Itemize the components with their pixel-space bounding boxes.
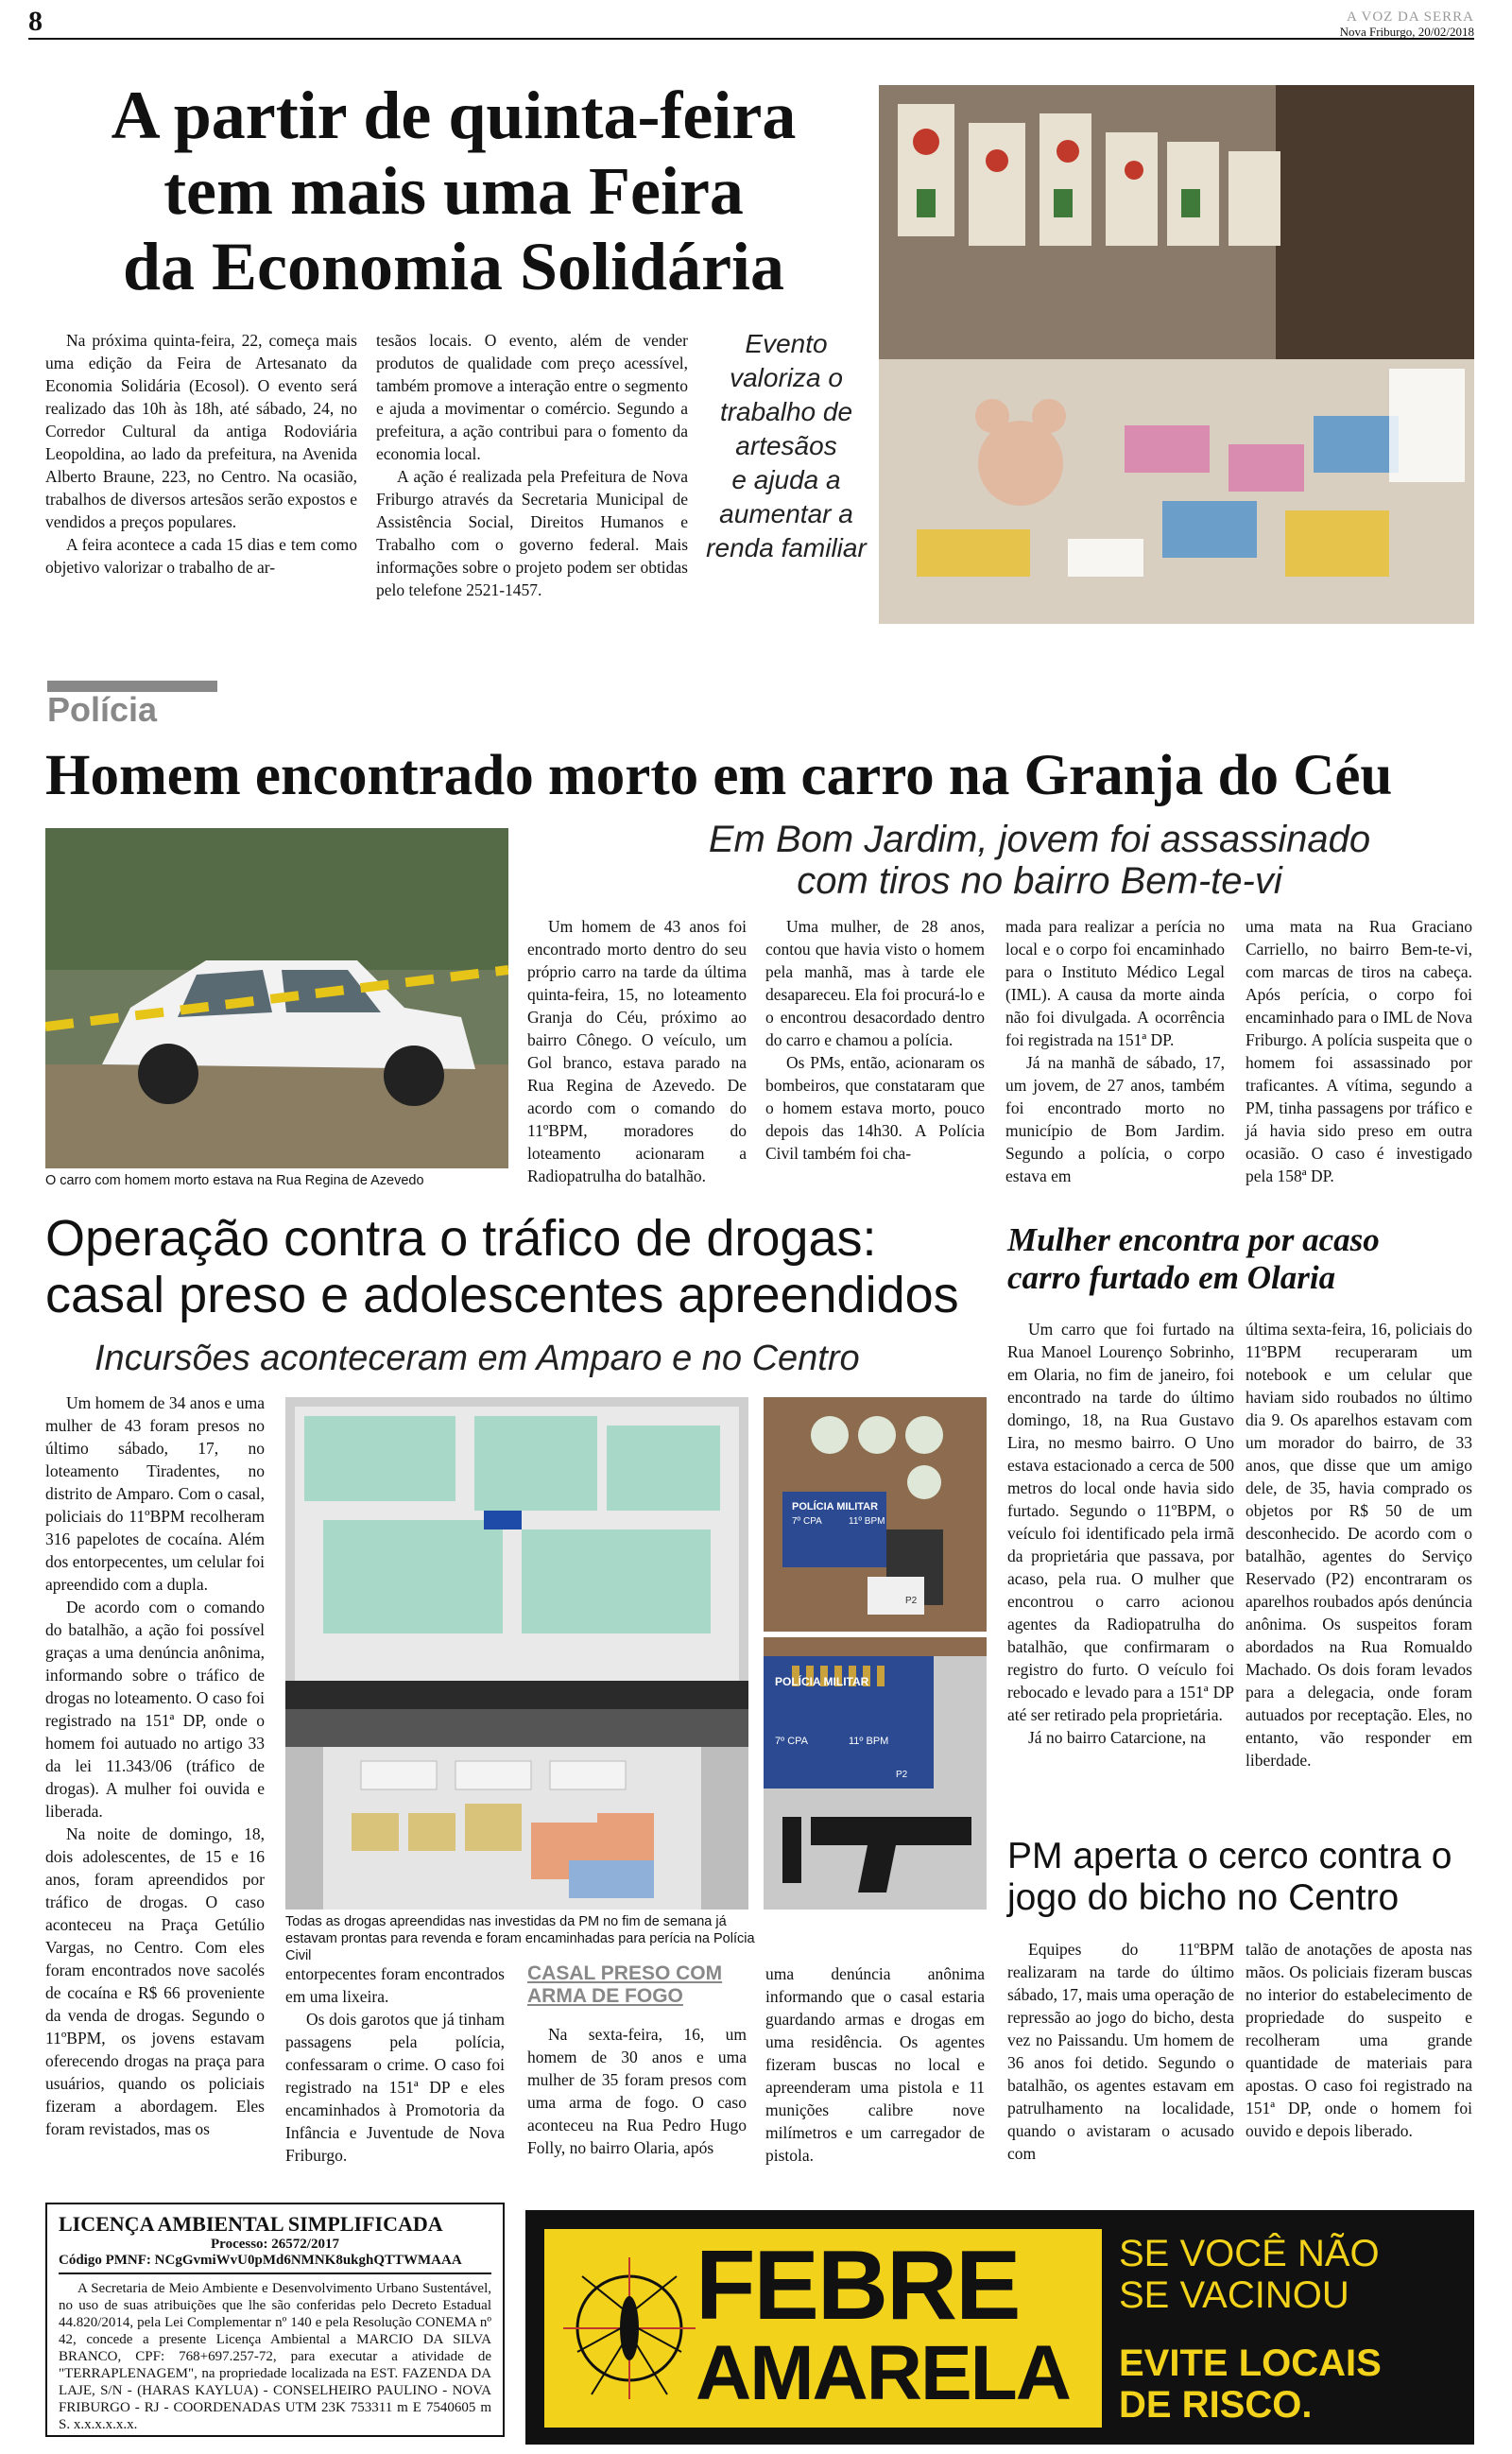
- page-number: 8: [28, 6, 43, 37]
- license-box: [45, 2203, 505, 2437]
- febre-amarela-ad: [525, 2210, 1474, 2445]
- license-code: Código PMNF: NCgGvmiWvU0pMd6NMNK8ukghQTTWMAAA: [59, 2253, 462, 2268]
- license-body: A Secretaria de Meio Ambiente e Desenvolvimento Urbano Sustentável, no uso de suas atribuições que lhe são conferidas pelo Decreto Estadual 44.820/2014, pela Lei Complementar nº 140 e pela Resolução CONEMA nº 42, concede a presente Licença Ambiental a MARCIO DA SILVA BRANCO, CPF: 768+697.257-72, para executar a atividade de "TERRAPLENAGEM", na propriedade localizada na EST. FAZENDA DA LAJE, S/N - (HARAS KAYLUA) - CONSELHEIRO PAULINO - NOVA FRIBURGO - RJ - COORDENADAS UTM 23K 753311 m E 7540605 m S. x.x.x.x.x.x.: [59, 2281, 491, 2432]
- ad-vaccine-text: SE VOCÊ NÃO SE VACINOU: [1119, 2233, 1380, 2316]
- money-photo: [285, 1709, 748, 1910]
- morto-column-1: Um homem de 43 anos foi encontrado morto dentro do seu próprio carro na tarde da última quinta-feira, 15, no loteamento Granja do Céu, próximo ao bairro Cônego. O veículo, um Gol branco, estava parado na Rua Regina de Azevedo. De acordo com o comando do 11ºBPM, moradores do loteamento acionaram a Radiopatrulha do batalhão.: [527, 917, 747, 1185]
- badge-label-1: POLÍCIA MILITAR: [792, 1501, 879, 1512]
- trafico-headline: Operação contra o tráfico de drogas: casal preso e adolescentes apreendidos: [45, 1210, 959, 1323]
- ad-title-amarela: AMARELA: [696, 2330, 1070, 2416]
- gun-photo: [764, 1637, 987, 1910]
- gun-badge-label-3: 11º BPM: [849, 1736, 889, 1747]
- drugs-photo-1: [285, 1397, 748, 1709]
- trafico-subhead: Incursões aconteceram em Amparo e no Centro: [94, 1339, 860, 1378]
- morto-column-3: mada para realizar a perícia no local e o corpo foi encaminhado para o Instituto Médico Legal (IML). A causa da morte ainda não foi divulgada. A ocorrência foi registrada na 151ª DP. Já na manhã de sábado, 17, um jovem, de 27 anos, também foi encontrado morto no município de Bom Jardim. Segundo a polícia, o corpo estava em: [1005, 917, 1225, 1185]
- ad-title-febre: FEBRE: [696, 2231, 1020, 2341]
- feira-headline: A partir de quinta-feira tem mais uma Feira da Economia Solidária: [111, 78, 797, 304]
- trafico-column-2: entorpecentes foram encontrados em uma lixeira. Os dois garotos que já tinham passagens pela polícia, confessaram o crime. O caso foi registrado na 151ª DP e eles encaminhados à Promotoria da Infância e Juventude de Nova Friburgo.: [285, 1964, 505, 2165]
- crafts-photo-illustration: [879, 85, 1474, 624]
- bicho-headline: PM aperta o cerco contra o jogo do bicho no Centro: [1007, 1836, 1452, 1918]
- olaria-column-2: última sexta-feira, 16, policiais do 11ºBPM recuperaram um notebook e um celular que haviam sido roubados no último dia 9. Os aparelhos estavam com um morador do bairro, de 33 anos, que disse que um amigo dele, de 35, havia comprado os objetos por R$ 50 de um desconhecido. De acordo com o batalhão, agentes do Serviço Reservado (P2) encontraram os aparelhos roubados após denúncia anônima. Os suspeitos foram abordados na Rua Romualdo Machado. Os dois foram levados para a delegacia, onde foram autuados por receptação. Eles, no entanto, vão responder em liberdade.: [1246, 1320, 1472, 1770]
- crafts-photo: [879, 85, 1474, 624]
- olaria-headline: Mulher encontra por acaso carro furtado em Olaria: [1007, 1221, 1380, 1296]
- ad-risk-text: EVITE LOCAIS DE RISCO.: [1119, 2342, 1382, 2426]
- car-photo-caption: O carro com homem morto estava na Rua Regina de Azevedo: [45, 1173, 424, 1188]
- gun-badge-label-2: 7º CPA: [775, 1736, 808, 1747]
- gun-badge-label-1: POLÍCIA MILITAR: [775, 1675, 869, 1688]
- car-photo-illustration: [45, 828, 508, 1168]
- trafico-column-1: Um homem de 34 anos e uma mulher de 43 foram presos no último sábado, 17, no loteamento Tiradentes, no distrito de Amparo. Com o casal, policiais do 11ºBPM recolheram 316 papelotes de cocaína. Além dos entorpecentes, um celular foi apreendido com a dupla. De acordo com o comando do batalhão, a ação foi possível graças a uma denúncia anônima, informando sobre o tráfico de drogas no loteamento. O caso foi registrado na 151ª DP, onde o homem foi autuado no artigo 33 da lei 11.343/06 (tráfico de drogas). A mulher foi ouvida e liberada. Na noite de domingo, 18, dois adolescentes, de 15 e 16 anos, foram apreendidos por tráfico de drogas. O caso aconteceu na Praça Getúlio Vargas, no Centro. Com eles foram encontrados nove sacolés de cocaína e R$ 66 proveniente da venda de drogas. Segundo o 11ºBPM, os jovens estavam oferecendo drogas na praça para usuários, quando os policiais fizeram a abordagem. Eles foram revistados, mas os: [45, 1393, 265, 2138]
- trafico-column-3: Na sexta-feira, 16, um homem de 30 anos e uma mulher de 35 foram presos com uma arma de fogo. O caso aconteceu na Rua Pedro Hugo Folly, no bairro Olaria, após: [527, 2025, 747, 2157]
- bicho-column-2: talão de anotações de aposta nas mãos. Os policiais fizeram buscas no interior do estabelecimento de propriedade do suspeito e recolheram uma grande quantidade de materiais para apostas. O caso foi registrado na 151ª DP, onde o homem foi ouvido e depois liberado.: [1246, 1940, 1472, 2140]
- publication-name: A VOZ DA SERRA: [1347, 9, 1474, 25]
- drugs-photo-caption: Todas as drogas apreendidas nas investidas da PM no fim de semana já estavam prontas para revenda e foram encaminhadas para perícia na Polícia Civil: [285, 1914, 755, 1963]
- feira-pullquote: Evento valoriza o trabalho de artesãos e ajuda a aumentar a renda familiar: [706, 329, 867, 562]
- money-photo-illustration: [285, 1709, 748, 1910]
- section-label-policia: Polícia: [47, 690, 158, 729]
- date-line: Nova Friburgo, 20/02/2018: [1339, 25, 1474, 39]
- morto-column-4: uma mata na Rua Graciano Carriello, no bairro Bem-te-vi, com marcas de tiros na cabeça. Após perícia, o corpo foi encaminhado para o IML de Nova Friburgo. A polícia suspeita que o homem foi assassinado por traficantes. A vítima, segundo a PM, tinha passagens por tráfico e já havia sido preso em outra ocasião. O caso é investigado pela 158ª DP.: [1246, 917, 1472, 1185]
- feira-column-2: tesãos locais. O evento, além de vender produtos de qualidade com preço acessível, também promove a interação entre o segmento e ajuda a movimentar o comércio. Segundo a prefeitura, a ação contribui para o fomento da economia local. A ação é realizada pela Prefeitura de Nova Friburgo através da Secretaria Municipal de Assistência Social, Direitos Humanos e Trabalho com o governo federal. Mais informações sobre o projeto podem ser obtidas pelo telefone 2521-1457.: [376, 331, 688, 599]
- drugs-photo-2: [764, 1397, 987, 1632]
- olaria-column-1: Um carro que foi furtado na Rua Manoel Lourenço Sobrinho, em Olaria, no fim de janeiro, foi encontrado na tarde do último domingo, 18, na Rua Gustavo Lira, no mesmo bairro. O Uno estava estacionado a cerca de 500 metros do local onde havia sido furtado. Segundo o 11ºBPM, o veículo foi identificado pela irmã da proprietária que passava, por acaso, pela rua. O mulher que encontrou o carro acionou agentes da Radiopatrulha do batalhão, que confirmaram o registro do furto. O veículo foi rebocado e levado para a 151ª DP até ser retirado pela proprietária. Já no bairro Catarcione, na: [1007, 1320, 1234, 1747]
- badge-label-4: P2: [905, 1596, 918, 1606]
- header-rule: [28, 38, 1474, 40]
- trafico-column-4: uma denúncia anônima informando que o casal estaria guardando armas e drogas em uma residência. Os agentes fizeram buscas no local e apreenderam uma pistola e 11 munições calibre nove milímetros e um carregador de pistola.: [765, 1964, 985, 2165]
- license-process: Processo: 26572/2017: [211, 2237, 339, 2252]
- casal-boxhead: CASAL PRESO COM ARMA DE FOGO: [527, 1962, 723, 2007]
- feira-column-1: Na próxima quinta-feira, 22, começa mais uma edição da Feira de Artesanato da Economia Solidária (Ecosol). O evento será realizado das 10h às 18h, até sábado, 24, no Corredor Cultural da antiga Rodoviária Leopoldina, ao lado da prefeitura, na Avenida Alberto Braune, 223, no Centro. Na ocasião, trabalhos de diversos artesãos serão expostos e vendidos a preços populares. A feira acontece a cada 15 dias e tem como objetivo valorizar o trabalho de ar-: [45, 331, 357, 577]
- gun-badge-label-4: P2: [896, 1770, 908, 1780]
- license-rule: [59, 2273, 491, 2274]
- morto-subhead: Em Bom Jardim, jovem foi assassinado com tiros no bairro Bem-te-vi: [708, 819, 1371, 902]
- car-photo: [45, 828, 508, 1168]
- drugs-photo-2-illustration: [764, 1397, 987, 1632]
- bicho-column-1: Equipes do 11ºBPM realizaram na tarde do último sábado, 17, mais uma operação de repressão ao jogo do bicho, desta vez no Paissandu. Um homem de 36 anos foi detido. Segundo o batalhão, os agentes estavam em patrulhamento na localidade, quando o avistaram o acusado com: [1007, 1940, 1234, 2163]
- badge-label-3: 11º BPM: [849, 1516, 885, 1527]
- morto-headline: Homem encontrado morto em carro na Granja do Céu: [45, 744, 1393, 807]
- morto-column-2: Uma mulher, de 28 anos, contou que havia visto o homem pela manhã, mas à tarde ele desapareceu. Ela foi procurá-lo e o encontrou desacordado dentro do carro e chamou a polícia. Os PMs, então, acionaram os bombeiros, que constataram que o homem estava morto, pouco depois das 14h30. A Polícia Civil também foi cha-: [765, 917, 985, 1163]
- drugs-photo-1-illustration: [285, 1397, 748, 1709]
- mosquito-icon: [563, 2238, 696, 2418]
- license-title: LICENÇA AMBIENTAL SIMPLIFICADA: [59, 2212, 443, 2236]
- badge-label-2: 7º CPA: [792, 1516, 822, 1527]
